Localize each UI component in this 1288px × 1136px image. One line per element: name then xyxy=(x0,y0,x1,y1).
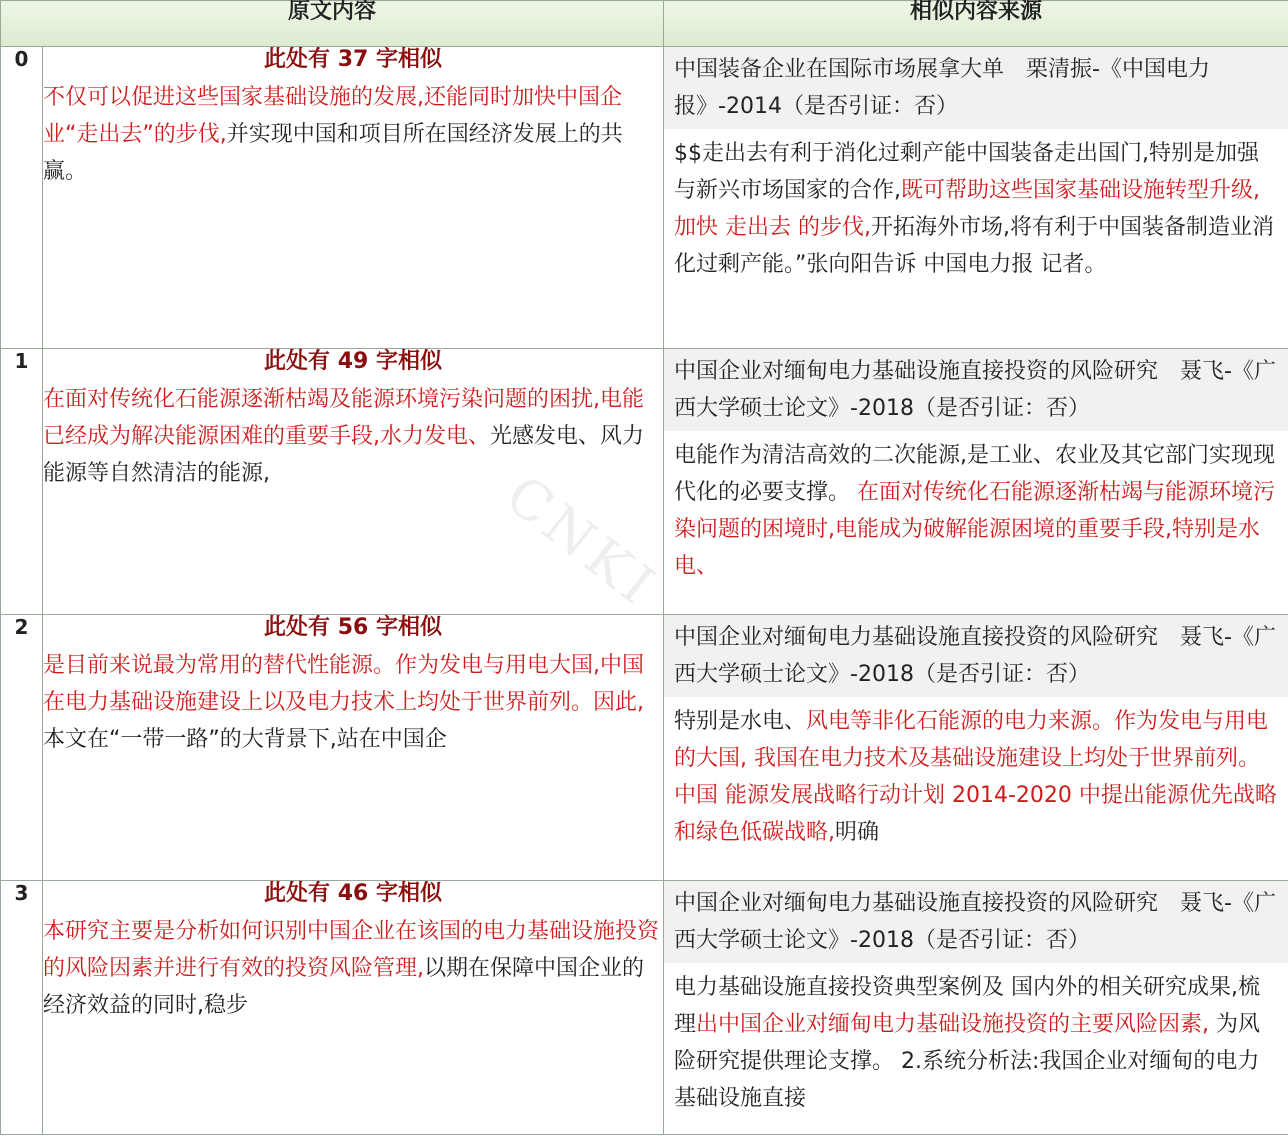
original-cell xyxy=(43,349,664,615)
source-matched-text: 在面对传统化石能源逐渐枯竭与能源环境污染问题的困境时,电能成为破解能源困境的重要手段,特别是水电、 xyxy=(674,480,1276,579)
source-plain-text: 电力基础设施直接投资典型案例及 国内外的相关研究成果,梳理 xyxy=(674,975,1261,1037)
similar-count-label: 此处有 49 字相似 xyxy=(264,349,442,374)
source-cell xyxy=(664,881,1288,1135)
source-plain-text: 电能作为清洁高效的二次能源,是工业、农业及其它部门实现现代化的必要支撑。 xyxy=(674,443,1276,505)
header-row xyxy=(1,1,1288,47)
matched-text: 是目前来说最为常用的替代性能源。作为发电与用电大国,中国在电力基础设施建设上以及电力技术上均处于世界前列。因此, xyxy=(43,653,644,715)
table-row xyxy=(1,881,1288,1135)
original-text xyxy=(43,381,663,492)
row-index: 2 xyxy=(1,615,43,881)
original-cell xyxy=(43,47,664,349)
source-matched-text: 既可帮助这些国家基础设施转型升级,加快 走出去 的步伐, xyxy=(674,178,1261,240)
source-plain-text: $$走出去有利于消化过剩产能中国装备走出国门,特别是加强与新兴市场国家的合作, xyxy=(674,141,1260,203)
unmatched-text: 光感发电、风力能源等自然清洁的能源, xyxy=(43,424,645,486)
source-plain-text-after: 为风险研究提供理论支撑。 2.系统分析法:我国企业对缅甸的电力基础设施直接 xyxy=(674,1012,1261,1111)
unmatched-text: 以期在保障中国企业的经济效益的同时,稳步 xyxy=(43,956,645,1018)
matched-text: 本研究主要是分析如何识别中国企业在该国的电力基础设施投资的风险因素并进行有效的投资风险管理, xyxy=(43,919,660,981)
similar-count-label: 此处有 56 字相似 xyxy=(264,615,442,640)
similar-count-label: 此处有 46 字相似 xyxy=(264,881,442,906)
header-similar-source: 相似内容来源 xyxy=(664,1,1288,47)
source-plain-text: 特别是水电、 xyxy=(674,709,807,734)
source-excerpt xyxy=(664,129,1288,283)
cnki-watermark: CNKI xyxy=(494,463,671,620)
source-plain-text-after: 开拓海外市场,将有利于中国装备制造业消化过剩产能。”张向阳告诉 中国电力报 记者。 xyxy=(674,215,1274,277)
source-cell xyxy=(664,615,1288,881)
row-index: 0 xyxy=(1,47,43,349)
source-reference: 中国企业对缅甸电力基础设施直接投资的风险研究 聂飞-《广西大学硕士论文》-2018（是否引证：否） xyxy=(664,881,1288,963)
row-index: 1 xyxy=(1,349,43,615)
header-original-content: 原文内容 xyxy=(1,1,664,47)
table-row xyxy=(1,349,1288,615)
source-reference: 中国企业对缅甸电力基础设施直接投资的风险研究 聂飞-《广西大学硕士论文》-2018（是否引证：否） xyxy=(664,615,1288,697)
source-excerpt xyxy=(664,431,1288,585)
source-matched-text: 风电等非化石能源的电力来源。作为发电与用电的大国, 我国在电力技术及基础设施建设上均处于世界前列。中国 能源发展战略行动计划 2014-2020 中提出能源优先战略和绿色低碳战略, xyxy=(674,709,1277,845)
unmatched-text: 本文在“一带一路”的大背景下,站在中国企 xyxy=(43,727,447,752)
source-cell xyxy=(664,349,1288,615)
source-reference: 中国企业对缅甸电力基础设施直接投资的风险研究 聂飞-《广西大学硕士论文》-2018（是否引证：否） xyxy=(664,349,1288,431)
table-row xyxy=(1,615,1288,881)
table-row xyxy=(1,47,1288,349)
source-plain-text-after: 明确 xyxy=(835,820,880,845)
source-reference: 中国装备企业在国际市场展拿大单 栗清振-《中国电力报》-2014（是否引证：否） xyxy=(664,47,1288,129)
matched-text: 不仅可以促进这些国家基础设施的发展,还能同时加快中国企业“走出去”的步伐, xyxy=(43,85,622,147)
unmatched-text: 并实现中国和项目所在国经济发展上的共赢。 xyxy=(43,122,623,184)
source-excerpt xyxy=(664,963,1288,1117)
source-cell xyxy=(664,47,1288,349)
original-text xyxy=(43,913,663,1024)
row-index: 3 xyxy=(1,881,43,1135)
similar-count-label: 此处有 37 字相似 xyxy=(264,47,442,72)
source-excerpt xyxy=(664,697,1288,851)
matched-text: 在面对传统化石能源逐渐枯竭及能源环境污染问题的困扰,电能已经成为解决能源困难的重要手段,水力发电、 xyxy=(43,387,644,449)
original-text xyxy=(43,647,663,758)
original-cell xyxy=(43,615,664,881)
original-text xyxy=(43,79,663,190)
source-matched-text: 出中国企业对缅甸电力基础设施投资的主要风险因素, xyxy=(696,1012,1210,1037)
original-cell xyxy=(43,881,664,1135)
